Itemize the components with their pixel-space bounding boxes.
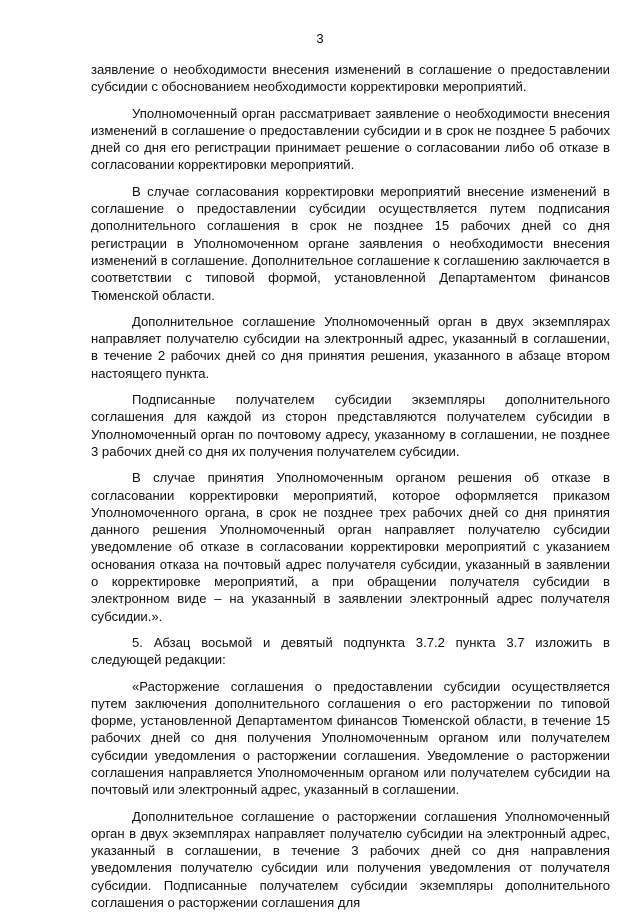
paragraph-review-application: Уполномоченный орган рассматривает заявление о необходимости внесения изменений в соглашение о предоставлении субсидии и в срок не позднее 5 рабочих дней со дня его регистрации принимает решение о согласовании либо об отказе в согласовании корректировки мероприятий. xyxy=(91,105,610,173)
paragraph-termination: «Расторжение соглашения о предоставлении субсидии осуществляется путем заключения дополнительного соглашения о его расторжении по типовой форме, установленной Департаментом финансов Тюменской области, в течение 15 рабочих дней со дня получения Уполномоченным органом или получателем субсидии уведомления о расторжении соглашения. Уведомление о расторжении соглашения направляется Уполномоченным органом или получателем субсидии на почтовый или электронный адрес, указанный в соглашении. xyxy=(91,678,610,798)
paragraph-termination-agreement: Дополнительное соглашение о расторжении соглашения Уполномоченный орган в двух экземплярах направляет получателю субсидии на электронный адрес, указанный в соглашении, в течение 3 рабочих дней со дня направления уведомления получателю субсидии или получения уведомления от получателя субсидии. Подписанные получателем субсидии экземпляры дополнительного соглашения о расторжении соглашения для xyxy=(91,808,610,911)
paragraph-sending-agreement: Дополнительное соглашение Уполномоченный орган в двух экземплярах направляет получателю субсидии на электронный адрес, указанный в соглашении, в течение 2 рабочих дней со дня принятия решения, указанного в абзаце втором настоящего пункта. xyxy=(91,313,610,381)
document-body xyxy=(91,61,610,920)
paragraph-refusal-notice: В случае принятия Уполномоченным органом решения об отказе в согласовании корректировки мероприятий, которое оформляется приказом Уполномоченного органа, в срок не позднее трех рабочих дней со дня принятия данного решения Уполномоченный орган направляет получателю субсидии уведомление об отказе в согласовании корректировки мероприятий с указанием основания отказа на почтовый адрес получателя субсидии, указанный в заявлении о корректировке мероприятий, а при обращении получателя субсидии в электронном виде – на указанный в заявлении электронный адрес получателя субсидии.». xyxy=(91,470,610,624)
paragraph-approval-amendment: В случае согласования корректировки мероприятий внесение изменений в соглашение о предоставлении субсидии осуществляется путем подписания дополнительного соглашения в срок не позднее 15 рабочих дней со дня регистрации в Уполномоченном органе заявления о необходимости внесения изменений в соглашение. Дополнительное соглашение к соглашению заключается в соответствии с типовой формой, установленной Департаментом финансов Тюменской области. xyxy=(91,183,610,303)
page-number: 3 xyxy=(316,31,324,46)
paragraph-continuation: заявление о необходимости внесения изменений в соглашение о предоставлении субсидии с обоснованием необходимости корректировки мероприятий. xyxy=(91,62,610,95)
paragraph-item-5: 5. Абзац восьмой и девятый подпункта 3.7.2 пункта 3.7 изложить в следующей редакции: xyxy=(91,634,610,668)
paragraph-signed-copies: Подписанные получателем субсидии экземпляры дополнительного соглашения для каждой из сторон представляются получателем субсидии в Уполномоченный орган по почтовому адресу, указанному в соглашении, не позднее 3 рабочих дней со дня их получения получателем субсидии. xyxy=(91,392,610,459)
